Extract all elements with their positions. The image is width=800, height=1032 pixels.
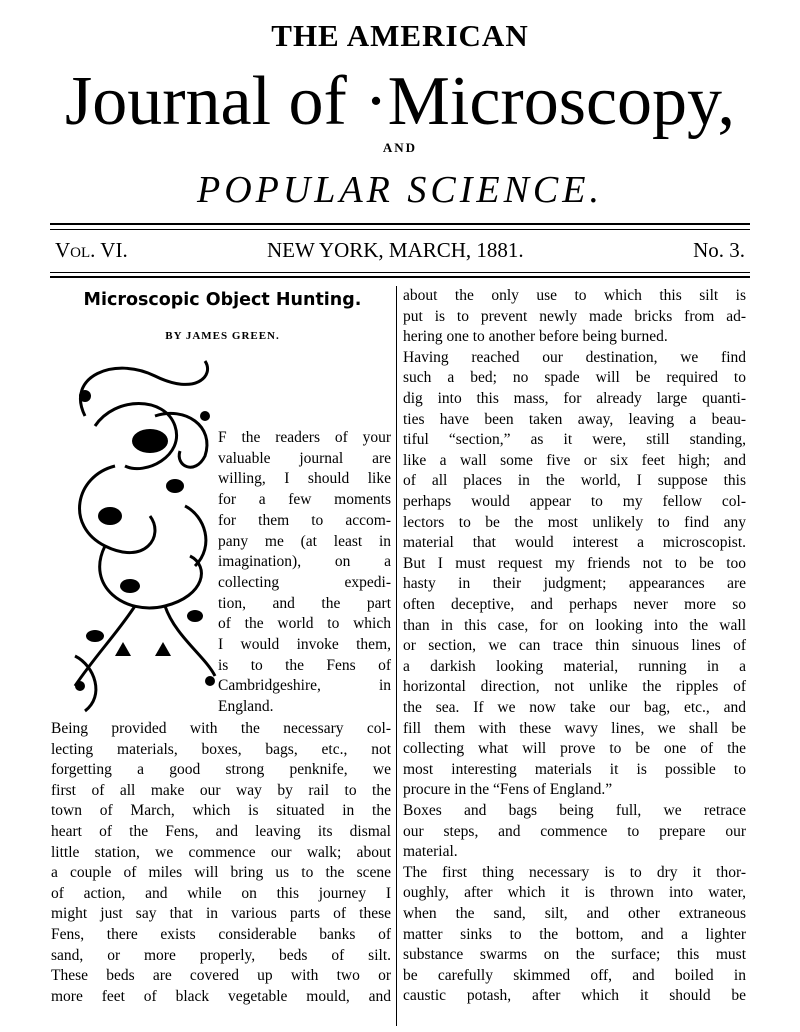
text-line: for them to accom- [218,511,391,529]
text-line: But I must request my friends not to be too [403,554,746,572]
text-line: hasty in their judgment; appearances are [403,575,746,593]
issue-number: No. 3. [693,238,745,262]
text-line: These beds are covered up with two or [51,967,391,985]
text-line: of all places in the world, I suppose this [403,472,746,490]
text-line: The first thing necessary is to dry it thor- [403,863,746,881]
text-line: of action, and while on this journey I [51,884,391,902]
text-line: England. [218,698,274,716]
text-line: collecting expedi- [218,573,391,591]
rule-bottom-2 [50,276,750,278]
city-date: NEW YORK, MARCH, 1881. [267,238,524,262]
text-line: Being provided with the necessary col- [51,720,391,737]
article-title: Microscopic Object Hunting. [83,290,362,310]
text-line: Boxes and bags being full, we retrace [403,802,746,819]
text-line: F the readers of your [218,429,391,446]
text-line: tiful “section,” as it were, still standing, [403,431,746,449]
text-line: willing, I should like [218,470,391,488]
text-line: Having reached our destination, we find [403,348,746,366]
text-line: a couple of miles will bring us to the scene [51,864,391,882]
text-line: matter sinks to the bottom, and a lighter [403,925,746,943]
text-line: valuable journal are [218,449,391,467]
masthead-top: THE AMERICAN [271,18,529,53]
text-line: dig into this mass, for already large quanti- [403,390,746,407]
text-line: lecting materials, boxes, bags, etc., not [51,740,391,758]
text-line: of the world to which [218,615,391,633]
text-line: about the only use to which this silt is [403,287,746,304]
text-line: oughly, after which it is thrown into water, [403,884,746,902]
text-line: forgetting a good strong penknife, we [51,761,391,779]
text-line: like a wall some five or six feet high; and [403,451,746,469]
text-line: collecting what will prove to be one of the [403,740,746,758]
text-line: put is to prevent newly made bricks from ad- [403,307,746,325]
text-line: town of March, which is situated in the [51,802,391,820]
text-line: material. [403,843,458,861]
text-line: more feet of black vegetable mould, and [51,987,391,1005]
rule-top-1 [50,223,750,225]
text-line: often deceptive, and perhaps never more so [403,596,746,613]
text-line: little station, we commence our walk; about [51,843,391,861]
text-line: be carefully skimmed off, and boiled in [403,966,746,984]
text-line: I would invoke them, [218,636,391,653]
masthead-subtitle: POPULAR SCIENCE. [197,169,603,211]
text-line: Cambridgeshire, in [218,677,391,695]
text-line: imagination), on a [218,553,391,571]
text-line: a darkish looking material, running in a [403,657,746,675]
dateline [55,238,745,264]
text-line: when the sand, silt, and other extraneous [403,905,746,922]
text-line: heart of the Fens, and leaving its dismal [51,823,391,840]
text-line: sand, or more properly, beds of silt. [51,946,391,964]
text-line: for a few moments [218,491,391,509]
text-line: is to the Fens of [218,656,391,674]
ornamental-drop-cap [55,356,225,716]
rule-bottom-1 [50,272,750,273]
masthead-title: Journal of ·Microscopy, [64,63,736,140]
text-line: hering one to another before being burned. [403,328,668,346]
article-byline: BY JAMES GREEN. [165,330,280,342]
text-line: material that would interest a microscopist. [403,534,746,552]
text-line: ties have been taken away, leaving a beau- [403,410,746,428]
text-line: perhaps would appear to my fellow col- [403,493,746,510]
text-line: might just say that in various parts of these [51,905,391,923]
text-line: tion, and the part [218,594,391,612]
text-line: procure in the “Fens of England.” [403,781,613,799]
text-line: first of all make our way by rail to the [51,781,391,799]
text-line: fill them with these wavy lines, we shall be [403,719,746,737]
text-line: than in this case, for on looking into the wall [403,616,746,634]
text-line: Fens, there exists considerable banks of [51,926,391,943]
text-line: pany me (at least in [218,532,391,550]
column-divider [396,286,397,1026]
text-line: or section, we can trace thin sinuous lines of [403,637,746,655]
masthead-and: AND [382,140,418,155]
text-line: lectors to be the most unlikely to find any [403,513,746,531]
text-line: such a bed; no spade will be required to [403,369,746,387]
text-line: caustic potash, after which it should be [403,987,746,1005]
text-line: substance swarms on the surface; this must [403,946,746,964]
text-line: most interesting materials it is possible to [403,760,746,778]
text-line: the sea. If we now take our bag, etc., and [403,699,746,716]
rule-top-2 [50,229,750,230]
volume-label: Vol. VI. [55,238,128,262]
text-line: our steps, and commence to prepare our [403,822,746,840]
text-line: horizontal direction, not unlike the ripples of [403,678,746,696]
